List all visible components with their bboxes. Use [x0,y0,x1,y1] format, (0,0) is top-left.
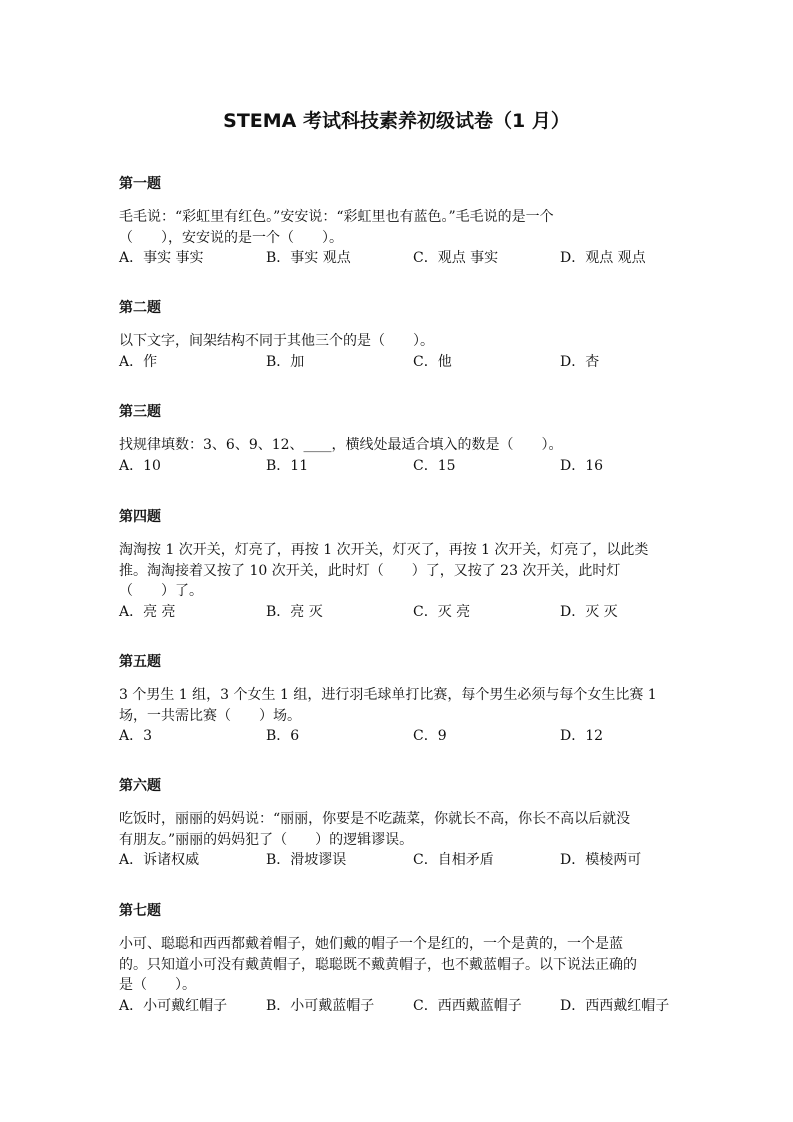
option-d: D．西西戴红帽子 [560,997,670,1014]
question-4 [119,507,679,622]
option-b: B．亮 灭 [266,603,323,620]
question-text-line: 找规律填数：3、6、9、12、____，横线处最适合填入的数是（ ）。 [119,437,563,453]
question-text-line: 的。只知道小可没有戴黄帽子，聪聪既不戴黄帽子，也不戴蓝帽子。以下说法正确的 [119,956,637,973]
question-text-line: 推。淘淘接着又按了 10 次开关，此时灯（ ）了，又按了 23 次开关，此时灯 [119,562,621,579]
question-heading: 第一题 [119,176,161,192]
question-1 [119,174,679,269]
option-b: B．滑坡谬误 [266,852,347,868]
question-text-line: 毛毛说：“彩虹里有红色。”安安说：“彩虹里也有蓝色。”毛毛说的是一个 [119,209,554,225]
answer-options [119,248,679,269]
option-c: C．15 [413,457,456,474]
answer-options [119,726,679,747]
question-text-line: 小可、聪聪和西西都戴着帽子，她们戴的帽子一个是红的，一个是黄的，一个是蓝 [119,936,623,952]
option-b: B．小可戴蓝帽子 [266,997,375,1014]
question-7 [119,901,679,1016]
question-heading: 第五题 [119,654,161,670]
option-b: B．6 [266,728,300,744]
option-a: A．作 [119,353,158,370]
question-6 [119,776,679,871]
option-c: C．自相矛盾 [413,852,494,868]
question-text-line: 3 个男生 1 组，3 个女生 1 组，进行羽毛球单打比赛，每个男生必须与每个女生比赛 1 [119,687,657,703]
option-c: C．他 [413,353,452,370]
answer-options [119,352,679,373]
page-title: STEMA 考试科技素养初级试卷（1 月） [223,110,570,132]
question-text-line: （ ），安安说的是一个（ ）。 [119,229,343,246]
option-c: C．观点 事实 [413,250,499,266]
option-b: B．11 [266,457,309,474]
option-d: D．观点 观点 [560,250,646,266]
option-a: A．10 [119,457,161,474]
question-text-line: 场，一共需比赛（ ）场。 [119,707,301,724]
question-text-line: （ ）了。 [119,583,203,599]
option-a: A．小可戴红帽子 [119,997,228,1014]
question-heading: 第二题 [119,300,161,316]
question-text-line: 有朋友。”丽丽的妈妈犯了（ ）的逻辑谬误。 [119,831,414,848]
question-heading: 第七题 [119,903,161,919]
question-text-line: 吃饭时，丽丽的妈妈说：“丽丽，你要是不吃蔬菜，你就长不高，你长不高以后就没 [119,811,631,827]
question-heading: 第四题 [119,509,161,525]
option-a: A．诉诸权威 [119,852,200,868]
question-5 [119,652,679,747]
option-a: A．亮 亮 [119,603,176,620]
question-heading: 第六题 [119,778,161,794]
option-d: D．模棱两可 [560,852,642,868]
answer-options [119,850,679,871]
option-a: A．事实 事实 [119,250,204,266]
option-d: D．12 [560,728,604,744]
option-c: C．西西戴蓝帽子 [413,997,522,1014]
option-a: A．3 [119,728,153,744]
answer-options [119,456,679,477]
option-b: B．加 [266,353,305,370]
option-b: B．事实 观点 [266,250,351,266]
option-d: D．杏 [560,353,600,370]
option-c: C．灭 亮 [413,603,471,620]
answer-options [119,602,679,623]
question-heading: 第三题 [119,404,161,420]
question-2 [119,298,679,372]
question-text-line: 以下文字，间架结构不同于其他三个的是（ ）。 [119,333,434,349]
option-c: C．9 [413,728,447,744]
question-text-line: 淘淘按 1 次开关，灯亮了，再按 1 次开关，灯灭了，再按 1 次开关，灯亮了，以此类 [119,542,649,558]
question-text-line: 是（ ）。 [119,977,196,993]
answer-options [119,996,679,1017]
question-3 [119,402,679,476]
option-d: D．16 [560,457,604,474]
option-d: D．灭 灭 [560,603,618,620]
